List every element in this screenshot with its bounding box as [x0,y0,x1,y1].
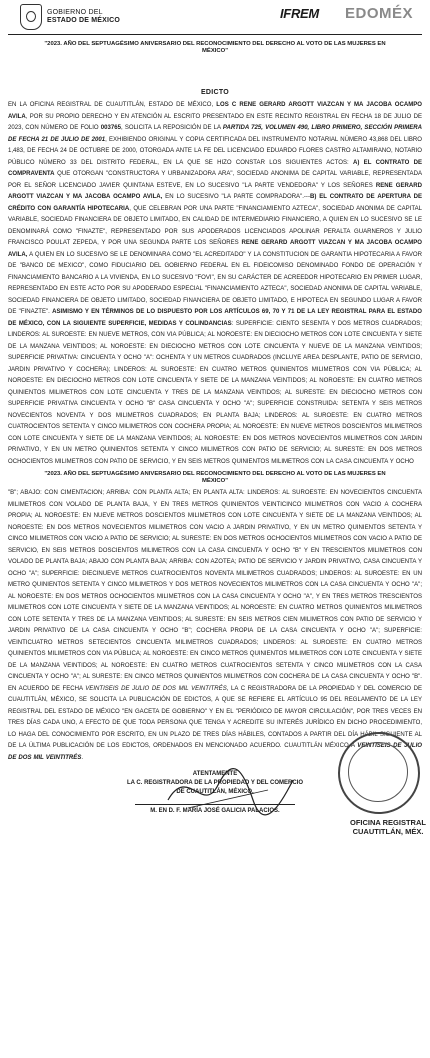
official-seal-stamp [338,732,420,814]
edicto-body-part-2: "B"; ABAJO: CON CIMENTACION; ARRIBA: CON PLANTA ALTA; EN PLANTA ALTA: LINDEROS: AL SUROESTE: EN NOVECIENTOS CINCUENTA MILIMETROS CON VOLADO DE PLANTA BAJA, Y EN TRES METROS QUINIENTOS VEINTICINCO MILIMETROS CON VACIO A COCHERA PROPIA; AL NOROESTE: EN NUEVE METROS DOSCIENTOS MILIMETROS CON LOTE CINCUENTA Y SIETE DE LA MANZANA VEINTIDOS; AL NOROESTE: EN DOS METROS NOVECIENTOS MILIMETROS CON VACIO A JARDIN PRIVATIVO, Y EN UN METRO QUINIENTOS SETENTA Y CINCO MILIMETROS CON VACIO A PATIO DE SERVICIO; AL SURESTE: EN DOS METROS OCHOCIENTOS MILIMETROS CON VACIO A PATIO DE SERVICIO, EN SEIS METROS DOSCIENTOS MILIMETROS CON LA CASA CINCUENTA Y OCHO "B" Y EN TRESCIENTOS MILIMETROS CON VOLADO DE PLANTA BAJA; ABAJO CON PLANTA BAJA; ARRIBA: CON AZOTEA; PATIO DE SERVICIO Y JARDIN PRIVATIVO, CASA CINCUENTA Y OCHO "A"; SUPERFICIE: DIECINUEVE METROS CUATROCIENTOS NOVENTA MILIMETROS CUADRADOS; LINDEROS: AL SUROESTE: EN UN METRO QUINIENTOS SETENTA Y CINCO MILIMETROS Y DOS METROS NOVECIENTOS MILIMETROS CON LA CASA CINCUENTA Y OCHO "A"; AL NOROESTE: EN DOS METROS OCHOCIENTOS MILIMETROS CON LA CASA CINCUENTA Y OCHO "A", Y EN TRES METROS TRESCIENTOS MILIMETROS CON LOTE CINCUENTA Y SIETE DE LA MANZANA VEINTIDOS; AL NOROESTE: EN CUATRO METROS QUINIENTOS MILIMETROS CON LOTE SETENTA Y TRES DE LA MANZANA VEINTIDOS; AL SURESTE: EN SEIS METROS CIEN MILIMETROS CON PATIO DE SERVICIO Y JARDIN PRIVATIVO DE LA CASA CINCUENTA Y OCHO "B"; COCHERA PROPIA DE LA CASA CINCUENTA Y OCHO "A"; SUPERFICIE: VEINTICUATRO METROS SETECIENTOS CINCUENTA MILIMETROS CUADRADOS; LINDEROS: AL SUROESTE: EN CUATRO METROS QUINIENTOS MILIMETROS CON VIA PÚBLICA; AL NOROESTE: EN CINCO METROS QUINIENTOS MILIMETROS CON LOTE CINCUENTA Y SIETE DE LA MANZANA VEINTIDOS; AL NOROESTE: EN CUATRO METROS CUATROCIENTOS SETENTA Y CINCO MILIMETROS CON LA CASA CINCUENTA Y OCHO "A"; AL SURESTE: EN CINCO METROS QUINIENTOS MILIMETROS CON COCHERA DE LA CASA CINCUENTA Y OCHO "B". EN ACUERDO DE FECHA VEINTISEIS DE JULIO DE DOS MIL VEINTITRÉS, LA C REGISTRADORA DE LA PROPIEDAD Y DEL COMERCIO DE CUAUTITLÁN, MÉXICO, SE SOLICITA LA PUBLICACIÓN DE EDICTOS, A QUE SE REFIERE EL ARTÍCULO 95 DEL REGLAMENTO DE LA LEY REGISTRAL DEL ESTADO DE MÉXICO "EN GACETA DE GOBIERNO" Y EN EL "PERIÓDICO DE MAYOR CIRCULACIÓN", POR TRES VECES EN TRES DÍAS CADA UNO, A EFECTO DE QUE TODA PERSONA QUE TENGA Y ACREDITE SU INTERÉS JURÍDICO EN DICHO PROCEDIMIENTO, LO HAGA DEL CONOCIMIENTO POR ESCRITO, EN UN PLAZO DE TRES DÍAS HÁBILES, CONTADOS A PARTIR DEL DÍA HÁBIL SIGUIENTE AL DE LA ÚLTIMA PUBLICACIÓN DE LOS EDICTOS, ORDENADOS EN MENCIONADO ACUERDO. CUAUTITLÁN MÉXICO A VEINTISEIS DE JULIO DE DOS MIL VEINTITRÉS. [8,490,422,761]
gobierno-logo [20,4,120,30]
letterhead [8,0,422,34]
edomex-logo: EDOMÉX [345,5,414,22]
registry-stamp-text: OFICINA REGISTRAL CUAUTITLÁN, MÉX. [350,818,426,836]
office-line-2: DE CUAUTITLÁN, MÉXICO. [176,789,254,795]
year-legend: "2023. AÑO DEL SEPTUAGÉSIMO ANIVERSARIO DEL RECONOCIMIENTO DEL DERECHO AL VOTO DE LAS MUJERES EN MÉXICO" [44,41,386,54]
handwritten-signature [158,760,298,820]
year-legend-repeat: "2023. AÑO DEL SEPTUAGÉSIMO ANIVERSARIO DEL RECONOCIMIENTO DEL DERECHO AL VOTO DE LAS MUJERES EN MÉXICO" [44,471,386,484]
edicto-body-part-1: EN LA OFICINA REGISTRAL DE CUAUTITLÁN, ESTADO DE MÉXICO, LOS C RENE GERARD ARGOTT VIAZCAN Y MA JACOBA OCAMPO AVILA, POR SU PROPIO DERECHO Y EN ATENCIÓN AL ESCRITO PRESENTADO EN ESTE RECINTO REGISTRAL EN FECHA 18 DE JULIO DE 2023, CON NÚMERO DE FOLIO 003765, SOLICITA LA REPOSICIÓN DE LA PARTIDA 725, VOLUMEN 490, LIBRO PRIMERO, SECCIÓN PRIMERA DE FECHA 21 DE JULIO DE 2001, EXHIBIENDO ORIGINAL Y COPIA CERTIFICADA DEL INSTRUMENTO NOTARIAL NÚMERO 43,868 DEL LIBRO 1,483, DE FECHA 24 DE OCTUBRE DE 2000, OTORGADA ANTE LA FE DEL LICENCIADO EDUARDO FLORES CASTRO ALTAMIRANO, NOTARIO PÚBLICO NÚMERO 33 DEL DISTRITO FEDERAL, EN LA QUE SE HIZO CONSTAR LOS SIGUIENTES ACTOS: A) EL CONTRATO DE COMPRAVENTA QUE OTORGAN "CONSTRUCTORA Y URBANIZADORA ARA", SOCIEDAD ANONIMA DE CAPITAL VARIABLE, REPRESENTADA POR EL SEÑOR LICENCIADO JAVIER QUINTANA ESTEVE, EN LO SUCESIVO "LA PARTE VENDEDORA" Y LOS SEÑORES RENE GERARD ARGOTT VIAZCAN Y MA JACOBA OCAMPO AVILA, EN LO SUCESIVO "LA PARTE COMPRADORA".---B) EL CONTRATO DE APERTURA DE CRÉDITO CON GARANTÍA HIPOTECARIA, QUE CELEBRAN POR UNA PARTE "FINANCIAMIENTO AZTECA", SOCIEDAD ANONIMA DE CAPITAL VARIABLE, SOCIEDAD FINANCIERA DE OBJETO LIMITADO, EN CALIDAD DE INTERMEDIARIO FINANCIERO, A QUIEN EN LO SUCESIVO SE LE DENOMINARÁ COMO "FINAZTE", REPRESENTADO POR SUS APODERADOS LICENCIADOS APOLINAR PERALTA GUARNEROS Y JULIO FRANCISCO POULAT ZEPEDA, Y POR UNA SEGUNDA PARTE LOS SEÑORES RENE GERARD ARGOTT VIAZCAN Y MA JACOBA OCAMPO AVILA, A QUIEN EN LO SUCESIVO SE LE DENOMINARA COMO "EL ACREDITADO" Y LA CONSTITUCION DE GARANTIA HIPOTECARIA A FAVOR DE "BANCO DE MEXICO", COMO FIDUCIARIO DEL GOBIERNO FEDERAL EN EL FIDEICOMISO DENOMINADO FONDO DE OPERACIÓN Y FINANCIAMIENTO BANCARIO A LA VIVIENDA, EN LO SUCESIVO "FOVI", EN SU CARÁCTER DE ACREEDOR HIPOTECARIO EN PRIMER LUGAR, REPRESENTADO EN ESTE ACTO POR SU APODERADO ESPECIAL "FINANCIAMIENTO AZTECA", SOCIEDAD ANONIMA DE CAPITAL VARIABLE, SOCIEDAD FINANCIERA DE OBJETO LIMITADO, SOCIEDAD FINANCIERA DE OBJETO LIMITADO, E HIPOTECA EN SEGUNDO LUGAR A FAVOR DE "FINAZTE". ASIMISMO Y EN TÉRMINOS DE LO DISPUESTO POR LOS ARTÍCULOS 69, 70 Y 71 DE LA LEY REGISTRAL PARA EL ESTADO DE MÉXICO, CON LA SIGUIENTE SUPERFICIE, MEDIDAS Y COLINDANCIAS: SUPERFICIE: CIENTO SESENTA Y DOS METROS CUADRADOS; LINDEROS: AL SUROESTE: EN NUEVE METROS, CON VIA PÚBLICA; AL NOROESTE: EN DIECIOCHO METROS CON LOTE CINCUENTA Y SIETE DE LA MANZANA VEINTIDOS; AL NOROESTE: EN DIECIOCHO METROS CON LOTE CINCUENTA Y NUEVE DE LA MANZANA VEINTIDOS; SUPERFICIE PRIVATIVA: CINCUENTA Y OCHO "A": OCHENTA Y UN METROS CUADRADOS (INCLUYE AREA DESPLANTE, PATIO DE SERVICIO, JARDIN PRIVATIVO Y COCHERA); LINDEROS: AL SUROESTE: EN CUATRO METROS QUINIENTOS MILIMETROS CON VIA PÚBLICA; AL NOROESTE: EN DIECIOCHO METROS CON LOTE CINCUENTA Y SIETE DE LA MANZANA VEINTIDOS; AL NOROESTE: EN CUATRO METROS QUINIENTOS MILIMETROS CON LOTE CINCUENTA Y TRES DE LA MANZANA VEINTIDOS; AL SURESTE: EN DIECIOCHO METROS CON SUPERFICIE PRIVATIVA CINCUENTA Y OCHO "B" CASA CINCUENTA Y OCHO "A"; SUPERFICIE CONSTRUIDA: SETENTA Y SEIS METROS NOVECIENTOS NOVENTA Y DOS MILIMETROS CUADRADOS; EN PLANTA BAJA; LINDEROS: AL SUROESTE: EN CUATRO METROS CUATROCIENTOS SETENTA Y CINCO MILIMETROS CON COCHERA PROPIA; AL NOROESTE: EN NUEVE METROS DOSCIENTOS MILIMETROS CON LOTE CINCUENTA Y SIETE DE LA MANZANA VEINTIDOS; AL NOROESTE: EN DOS METROS NOVECIENTOS MILIMETROS CON JARDIN PRIVATIVO, Y EN UN METRO QUINIENTOS SETENTA Y CINCO MILIMETROS CON PATIO DE SERVICIO; AL SURESTE: EN DOS METROS OCHOCIENTOS MILIMETROS CON PATIO DE SERVICIO, Y EN SEIS METROS QUINIENTOS MILIMETROS CON LA CASA CINCUENTA Y OCHO [8,102,423,465]
office-line-1: LA C. REGISTRADORA DE LA PROPIEDAD Y DEL COMERCIO [126,780,303,786]
document-title: EDICTO [200,89,230,96]
ifrem-logo: IFREM [280,6,319,21]
gov-line-2: ESTADO DE MÉXICO [47,17,121,24]
coat-of-arms-icon [20,4,42,30]
signatory-name: M. EN D. F. MARÍA JOSÉ GALICIA PALACIOS. [150,808,280,814]
gov-line-1: GOBIERNO DEL [47,8,103,16]
signature-block [8,770,426,840]
closing-atentamente: ATENTAMENTE [192,771,238,777]
header-divider [8,34,422,35]
